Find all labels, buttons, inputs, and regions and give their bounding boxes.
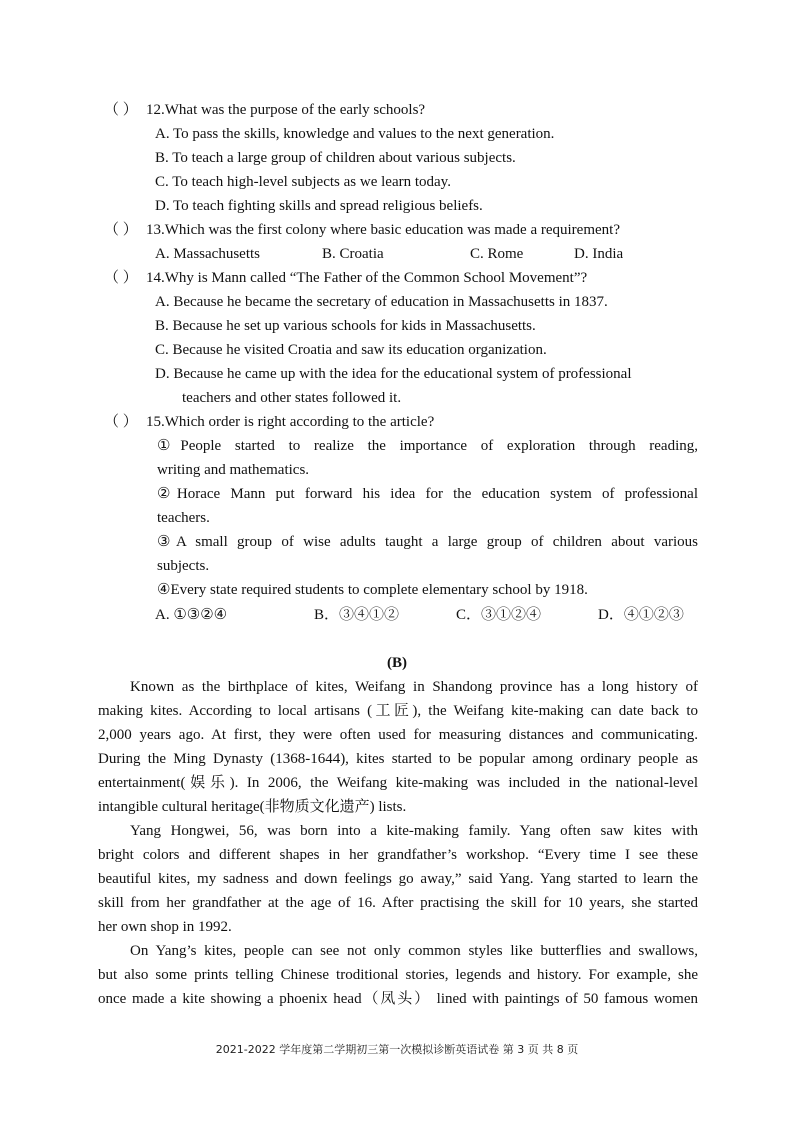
q15-statement-2-continued: teachers.: [157, 510, 210, 526]
q12-option-a: A. To pass the skills, knowledge and values to the next generation.: [155, 126, 555, 142]
q15-statement-2: ②Horace Mann put forward his idea for the education system of professional: [157, 486, 698, 502]
answer-blank-q14[interactable]: （ ）: [104, 270, 138, 286]
answer-blank-q15[interactable]: （ ）: [104, 414, 138, 430]
passage-line: skill from her grandfather at the age of 16. After practising the skill for 10 years, she started: [98, 895, 698, 911]
q13-option-b: B. Croatia: [322, 246, 384, 262]
q12-option-b: B. To teach a large group of children about various subjects.: [155, 150, 516, 166]
passage-line: 2,000 years ago. At first, they were often used for measuring distances and communicating.: [98, 727, 698, 743]
answer-blank-q12[interactable]: （ ）: [104, 102, 138, 118]
q15-statement-4: ④Every state required students to complete elementary school by 1918.: [157, 582, 588, 598]
passage-line: bright colors and different shapes in her grandfather’s workshop. “Every time I see these: [98, 847, 698, 863]
passage-line: intangible cultural heritage(非物质文化遗产) lists.: [98, 799, 407, 815]
q15-statement-1: ①People started to realize the importance of exploration through reading,: [157, 438, 698, 454]
q15-statement-1-continued: writing and mathematics.: [157, 462, 310, 478]
passage-line: On Yang’s kites, people can see not only common styles like butterflies and swallows,: [130, 943, 698, 959]
q12-option-c: C. To teach high-level subjects as we learn today.: [155, 174, 451, 190]
q14-option-a: A. Because he became the secretary of education in Massachusetts in 1837.: [155, 294, 608, 310]
answer-blank-q13[interactable]: （ ）: [104, 222, 138, 238]
passage-line: but also some prints telling Chinese troditional stories, legends and history. For example, she: [98, 967, 698, 983]
question-14-stem: 14.Why is Mann called “The Father of the Common School Movement”?: [146, 270, 588, 286]
q14-option-d-continued: teachers and other states followed it.: [182, 390, 402, 406]
q15-option-d: D．④①②③: [598, 607, 684, 623]
page-footer: 2021-2022 学年度第二学期初三第一次模拟诊断英语试卷 第 3 页 共 8 页: [215, 1043, 579, 1056]
question-15-stem: 15.Which order is right according to the article?: [146, 414, 435, 430]
passage-line: Known as the birthplace of kites, Weifang in Shandong province has a long history of: [130, 679, 698, 695]
question-13-stem: 13.Which was the first colony where basic education was made a requirement?: [146, 222, 620, 238]
q13-option-c: C. Rome: [470, 246, 524, 262]
passage-line: once made a kite showing a phoenix head（凤头） lined with paintings of 50 famous women: [98, 991, 698, 1007]
q15-option-b: B．③④①②: [314, 607, 400, 623]
passage-line: entertainment(娱乐). In 2006, the Weifang kite-making was included in the national-level: [98, 775, 698, 791]
q15-option-a: A. ①③②④: [155, 607, 228, 623]
passage-line: beautiful kites, my sadness and down feelings go away,” said Yang. Yang started to learn the: [98, 871, 698, 887]
q14-option-d: D. Because he came up with the idea for the educational system of professional: [155, 366, 632, 382]
section-b-heading: (B): [387, 655, 407, 671]
passage-line: Yang Hongwei, 56, was born into a kite-making family. Yang often saw kites with: [130, 823, 698, 839]
passage-line: During the Ming Dynasty (1368-1644), kites started to be popular among ordinary people as: [98, 751, 698, 767]
question-12-stem: 12.What was the purpose of the early schools?: [146, 102, 426, 118]
q12-option-d: D. To teach fighting skills and spread religious beliefs.: [155, 198, 483, 214]
q14-option-c: C. Because he visited Croatia and saw its education organization.: [155, 342, 547, 358]
q13-option-a: A. Massachusetts: [155, 246, 260, 262]
q15-statement-3-continued: subjects.: [157, 558, 210, 574]
q14-option-b: B. Because he set up various schools for kids in Massachusetts.: [155, 318, 536, 334]
passage-line: her own shop in 1992.: [98, 919, 232, 935]
q15-statement-3: ③A small group of wise adults taught a large group of children about various: [157, 534, 698, 550]
passage-line: making kites. According to local artisans (工匠), the Weifang kite-making can date back to: [98, 703, 698, 719]
q13-option-d: D. India: [574, 246, 624, 262]
q15-option-c: C．③①②④: [456, 607, 542, 623]
